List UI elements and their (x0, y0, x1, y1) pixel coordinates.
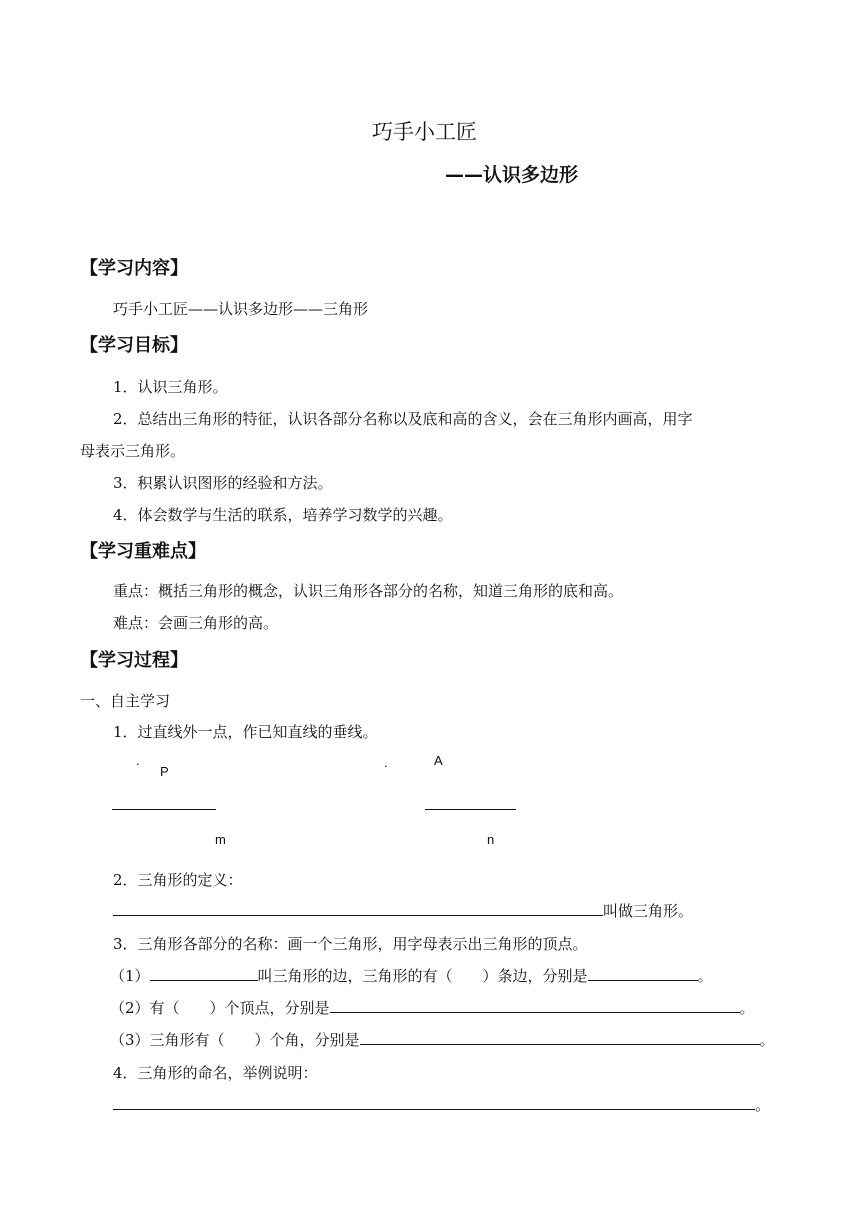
q3-2-text: （2）有（ ）个顶点，分别是 (110, 999, 330, 1017)
q3-3-period: 。 (759, 1031, 775, 1049)
page-title: 巧手小工匠 (372, 120, 477, 144)
question-3-3 (110, 1029, 775, 1050)
label-p: P (160, 764, 169, 779)
blank-naming-example[interactable] (113, 1095, 755, 1110)
key-point-text: 重点：概括三角形的概念，认识三角形各部分的名称，知道三角形的底和高。 (113, 582, 624, 600)
point-dot-p: . (136, 753, 140, 768)
q3-1-prefix: （1） (110, 967, 150, 985)
question-4-line (113, 1094, 770, 1115)
goal-item-4: 4．体会数学与生活的联系，培养学习数学的兴趣。 (113, 506, 453, 524)
question-4: 4．三角形的命名，举例说明： (113, 1064, 318, 1082)
part1-heading: 一、自主学习 (80, 692, 171, 710)
section-heading-content: 【学习内容】 (80, 258, 188, 279)
q3-1-text: 叫三角形的边，三角形的有（ ）条边，分别是 (257, 967, 588, 985)
line-n (425, 809, 516, 810)
point-dot-a: . (384, 755, 388, 770)
question-3-1 (110, 965, 713, 986)
question-2: 2．三角形的定义： (113, 871, 243, 889)
page-subtitle: ——认识多边形 (445, 164, 579, 186)
blank-side[interactable] (150, 966, 258, 981)
q3-2-period: 。 (739, 999, 755, 1017)
label-m: m (215, 832, 226, 847)
goal-item-1: 1．认识三角形。 (113, 378, 228, 396)
section-heading-key-points: 【学习重难点】 (80, 541, 206, 562)
question-2-line (113, 900, 693, 921)
blank-definition[interactable] (113, 901, 603, 916)
label-a: A (434, 753, 443, 768)
question-2-suffix: 叫做三角形。 (603, 902, 694, 920)
content-text: 巧手小工匠——认识多边形——三角形 (113, 300, 369, 318)
section-heading-process: 【学习过程】 (80, 650, 188, 671)
goal-item-2: 2．总结出三角形的特征，认识各部分名称以及底和高的含义，会在三角形内画高，用字 (113, 410, 693, 428)
question-3-2 (110, 997, 755, 1018)
question-3: 3．三角形各部分的名称：画一个三角形，用字母表示出三角形的顶点。 (113, 935, 588, 953)
goal-item-2-cont: 母表示三角形。 (80, 442, 186, 460)
q3-1-period: 。 (697, 967, 713, 985)
line-m (112, 809, 216, 810)
section-heading-goals: 【学习目标】 (80, 335, 188, 356)
q3-3-text: （3）三角形有（ ）个角，分别是 (110, 1031, 360, 1049)
blank-vertices-list[interactable] (330, 998, 740, 1013)
blank-angles-list[interactable] (360, 1030, 760, 1045)
difficult-point-text: 难点：会画三角形的高。 (113, 614, 279, 632)
goal-item-3: 3．积累认识图形的经验和方法。 (113, 474, 333, 492)
blank-sides-list[interactable] (588, 966, 698, 981)
label-n: n (487, 832, 495, 847)
question-1: 1．过直线外一点，作已知直线的垂线。 (113, 723, 378, 741)
q4-period: 。 (755, 1096, 771, 1114)
